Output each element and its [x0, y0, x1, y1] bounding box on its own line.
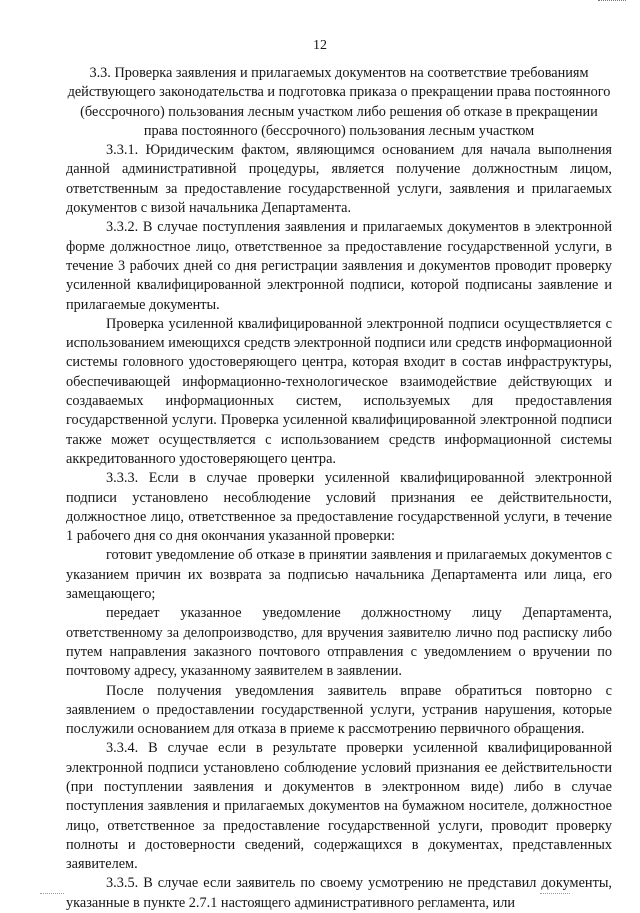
document-body — [66, 64, 612, 913]
paragraph-3-3-5: 3.3.5. В случае если заявитель по своему усмотрению не представил документы, указанные в пункте 2.7.1 настоящего административного регламента, или — [66, 875, 612, 911]
paragraph-3-3-1: 3.3.1. Юридическим фактом, являющимся основанием для начала выполнения данной административной процедуры, является получение должностным лицом, ответственным за предоставление государственной услуги, заявления и прилагаемых документов с визой начальника Департамента. — [66, 142, 612, 217]
paragraph-3-3-3: 3.3.3. Если в случае проверки усиленной квалифицированной электронной подписи установлено несоблюдение условий признания ее действительности, должностное лицо, ответственное за предоставление государственной услуги, в течение 1 рабочего дня со дня окончания указанной проверки: — [66, 470, 612, 545]
paragraph-3-3-4: 3.3.4. В случае если в результате проверки усиленной квалифицированной электронной подписи установлено соблюдение условий признания ее действительности (при поступлении заявления и документов в электронном виде) либо в случае поступления заявления и прилагаемых документов на бумажном носителе, должностное лицо, ответственное за предоставление государственной услуги, проводит проверку полноты и достоверности сведений, содержащихся в документах, представленных заявителем. — [66, 740, 612, 873]
scan-artifact-bottom — [0, 893, 640, 895]
section-heading: 3.3. Проверка заявления и прилагаемых документов на соответствие требованиям действующего законодательства и подготовка приказа о прекращении права постоянного (бессрочного) пользования лесным участком либо решения об отказе в прекращении права постоянного (бессрочного) пользования лесным участком — [67, 65, 611, 139]
paragraph-transfers-notice: передает указанное уведомление должностному лицу Департамента, ответственному за делопроизводство, для вручения заявителю лично под расписку либо путем направления заказного почтового отправления с уведомлением о вручении по почтовому адресу, указанному заявителем в заявлении. — [66, 605, 612, 680]
paragraph-signature-check: Проверка усиленной квалифицированной электронной подписи осуществляется с использованием имеющихся средств электронной подписи или средств информационной системы головного удостоверяющего центра, которая входит в состав инфраструктуры, обеспечивающей информационно-технологическое взаимодействие действующих и создаваемых информационных систем, используемых для предоставления государственной услуги. Проверка усиленной квалифицированной электронной подписи также может осуществляется с использованием средств информационной системы аккредитованного удостоверяющего центра. — [66, 315, 612, 467]
page-number: 12 — [313, 38, 327, 53]
scan-artifact — [598, 0, 626, 5]
paragraph-prepares-notice: готовит уведомление об отказе в принятии заявления и прилагаемых документов с указанием причин их возврата за подписью начальника Департамента или лица, его замещающего; — [66, 547, 612, 603]
paragraph-repeat-application: После получения уведомления заявитель вправе обратиться повторно с заявлением о предоставлении государственной услуги, устранив нарушения, которые послужили основанием для отказа в приеме к рассмотрению первичного обращения. — [66, 682, 612, 738]
paragraph-3-3-2: 3.3.2. В случае поступления заявления и прилагаемых документов в электронной форме должностное лицо, ответственное за предоставление государственной услуги, в течение 3 рабочих дней со дня регистрации заявления и документов проводит проверку усиленной квалифицированной электронной подписи, которой подписаны заявление и прилагаемые документы. — [66, 219, 612, 313]
